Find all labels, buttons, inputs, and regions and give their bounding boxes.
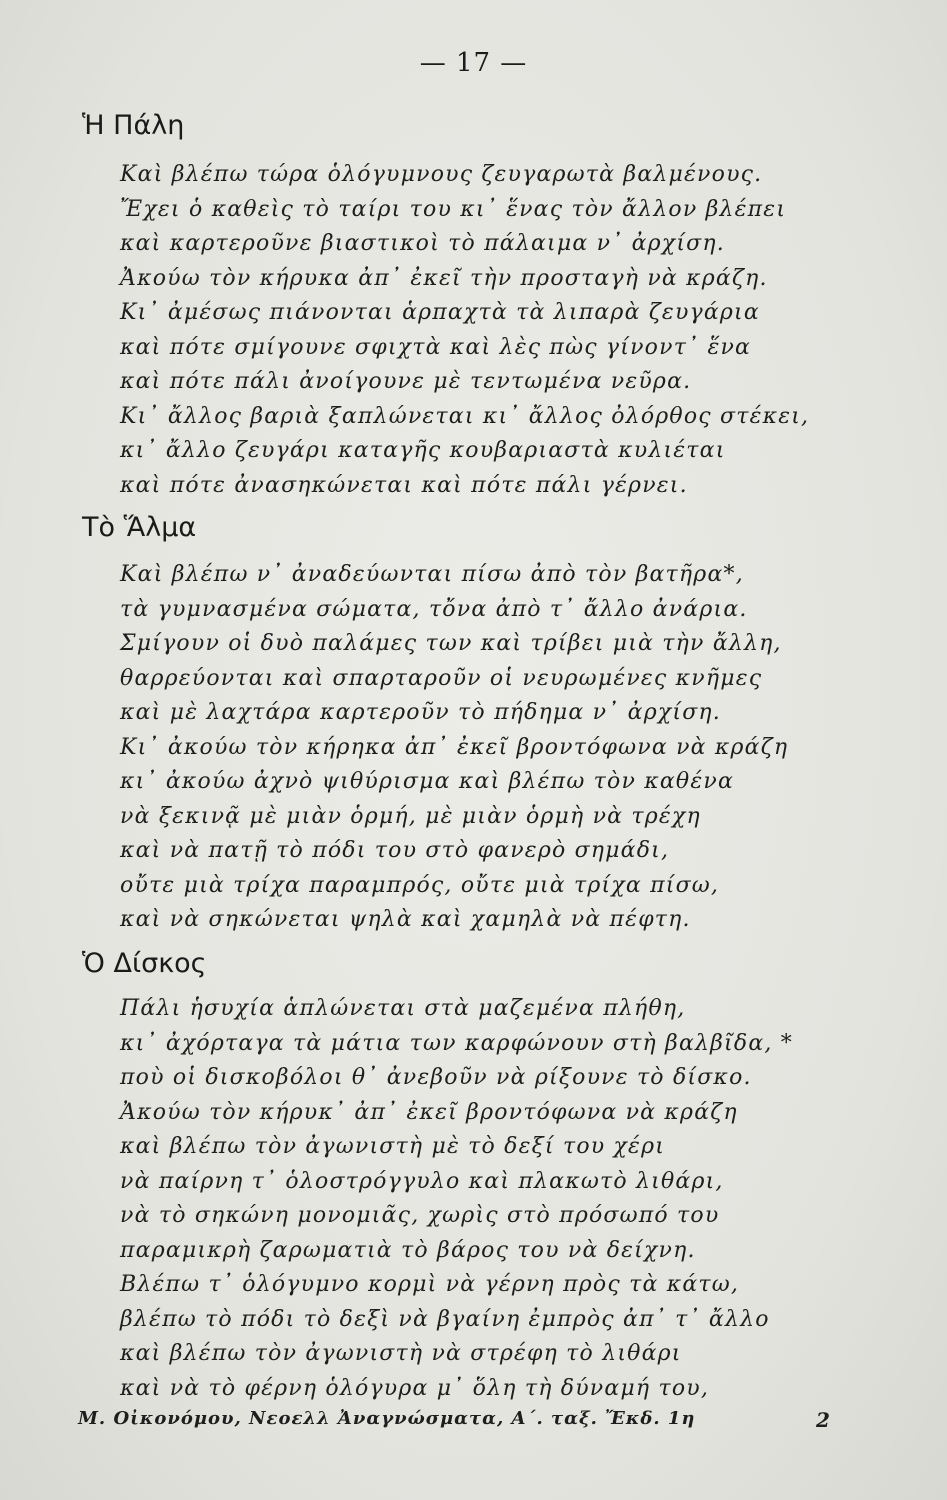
poem-line: Κι᾿ ἀκούω τὸν κήρηκα ἀπ᾿ ἐκεῖ βροντόφωνα νὰ κράζη: [120, 734, 789, 760]
poem-line: βλέπω τὸ πόδι τὸ δεξὶ νὰ βγαίνη ἐμπρὸς ἀπ᾿ τ᾿ ἄλλο: [120, 1306, 770, 1332]
poem-line: Καὶ βλέπω τώρα ὁλόγυμνους ζευγαρωτὰ βαλμένους.: [120, 162, 763, 187]
poem-diskos: [120, 992, 793, 1406]
poem-line: νὰ τὸ σηκώνη μονομιᾶς, χωρὶς στὸ πρόσωπό του: [120, 1203, 720, 1228]
poem-line: καὶ πότε σμίγουνε σφιχτὰ καὶ λὲς πὼς γίνοντ᾿ ἕνα: [120, 334, 752, 360]
poem-line: κι᾿ ἀχόρταγα τὰ μάτια των καρφώνουν στὴ βαλβῖδα, *: [120, 1030, 793, 1056]
poem-line: καὶ πότε πάλι ἀνοίγουνε μὲ τεντωμένα νεῦρα.: [120, 369, 692, 394]
poem-line: καὶ βλέπω τὸν ἀγωνιστὴ μὲ τὸ δεξί του χέρι: [120, 1134, 666, 1159]
poem-line: καὶ νὰ πατῇ τὸ πόδι του στὸ φανερὸ σημάδι,: [120, 838, 670, 863]
poem-line: καὶ μὲ λαχτάρα καρτεροῦν τὸ πήδημα ν᾿ ἀρχίση.: [120, 700, 721, 725]
poem-line: παραμικρὴ ζαρωματιὰ τὸ βάρος του νὰ δείχνη.: [120, 1237, 696, 1263]
poem-line: Ἔχει ὁ καθεὶς τὸ ταίρι του κι᾿ ἕνας τὸν ἄλλον βλέπει: [120, 196, 787, 222]
poem-line: καὶ βλέπω τὸν ἀγωνιστὴ νὰ στρέφη τὸ λιθάρι: [120, 1341, 682, 1366]
page-number: — 17 —: [419, 48, 528, 78]
poem-line: τὰ γυμνασμένα σώματα, τὄνα ἀπὸ τ᾿ ἄλλο ἀνάρια.: [120, 596, 748, 622]
poem-line: Καὶ βλέπω ν᾿ ἀναδεύωνται πίσω ἀπὸ τὸν βατῆρα*,: [120, 562, 744, 587]
poem-line: ποὺ οἱ δισκοβόλοι θ᾿ ἀνεβοῦν νὰ ρίξουνε τὸ δίσκο.: [120, 1065, 752, 1090]
poem-line: Σμίγουν οἱ δυὸ παλάμες των καὶ τρίβει μιὰ τὴν ἄλλη,: [120, 631, 782, 656]
poem-line: θαρρεύονται καὶ σπαρταροῦν οἱ νευρωμένες κνῆμες: [120, 665, 763, 691]
poem-pali: [120, 158, 809, 503]
section-title-alma: Τὸ Ἅλμα: [82, 512, 197, 543]
section-title-diskos: Ὁ Δίσκος: [82, 948, 207, 979]
poem-line: καὶ πότε ἀνασηκώνεται καὶ πότε πάλι γέρνει.: [120, 472, 688, 498]
poem-line: κι᾿ ἄλλο ζευγάρι καταγῆς κουβαριαστὰ κυλιέται: [120, 438, 726, 463]
footer-reference: Μ. Οἰκονόμου, Νεοελλ Ἀναγνώσματα, Α΄. ταξ. Ἔκδ. 1η: [78, 1408, 696, 1429]
poem-line: οὔτε μιὰ τρίχα παραμπρός, οὔτε μιὰ τρίχα πίσω,: [120, 872, 720, 898]
poem-line: κι᾿ ἀκούω ἀχνὸ ψιθύρισμα καὶ βλέπω τὸν καθένα: [120, 769, 735, 794]
poem-line: νὰ ξεκινᾷ μὲ μιὰν ὁρμή, μὲ μιὰν ὁρμὴ νὰ τρέχη: [120, 803, 701, 829]
poem-line: Κι᾿ ἄλλος βαριὰ ξαπλώνεται κι᾿ ἄλλος ὀλόρθος στέκει,: [120, 403, 810, 429]
poem-line: καὶ νὰ τὸ φέρνη ὁλόγυρα μ᾿ ὅλη τὴ δύναμή του,: [120, 1375, 710, 1401]
poem-line: Ἀκούω τὸν κήρυκα ἀπ᾿ ἐκεῖ τὴν προσταγὴ νὰ κράζη.: [120, 265, 768, 291]
printer-signature: 2: [816, 1408, 830, 1432]
poem-line: νὰ παίρνη τ᾿ ὁλοστρόγγυλο καὶ πλακωτὸ λιθάρι,: [120, 1168, 724, 1194]
poem-line: Βλέπω τ᾿ ὁλόγυμνο κορμὶ νὰ γέρνη πρὸς τὰ κάτω,: [120, 1272, 740, 1297]
poem-line: καὶ νὰ σηκώνεται ψηλὰ καὶ χαμηλὰ νὰ πέφτη.: [120, 907, 691, 932]
poem-line: Ἀκούω τὸν κήρυκ᾿ ἀπ᾿ ἐκεῖ βροντόφωνα νὰ κράζη: [120, 1099, 738, 1125]
poem-line: καὶ καρτεροῦνε βιαστικοὶ τὸ πάλαιμα ν᾿ ἀρχίση.: [120, 231, 725, 256]
poem-line: Πάλι ἡσυχία ἁπλώνεται στὰ μαζεμένα πλήθη,: [120, 996, 686, 1021]
poem-line: Κι᾿ ἀμέσως πιάνονται ἁρπαχτὰ τὰ λιπαρὰ ζευγάρια: [120, 300, 760, 325]
section-title-pali: Ἡ Πάλη: [82, 110, 185, 141]
poem-alma: [120, 558, 788, 938]
